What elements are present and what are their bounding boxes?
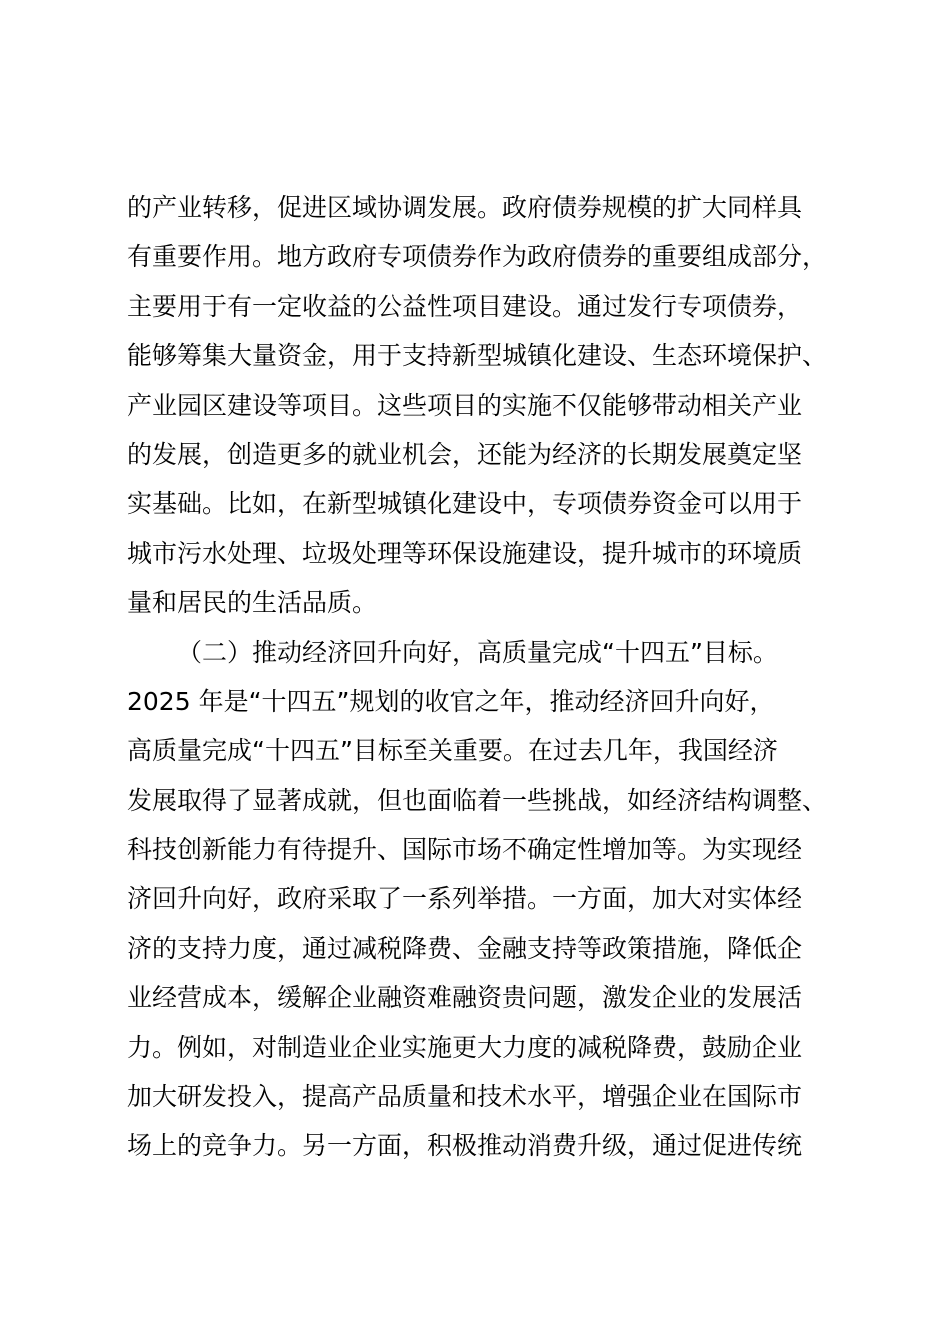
text-line: 的发展，创造更多的就业机会，还能为经济的长期发展奠定坚: [127, 439, 803, 469]
text-line: 量和居民的生活品质。: [127, 588, 378, 618]
text-line: 实基础。比如，在新型城镇化建设中，专项债券资金可以用于: [127, 489, 803, 519]
body-text: [127, 183, 837, 1171]
text-line: 业经营成本，缓解企业融资难融资贵问题，激发企业的发展活: [127, 983, 803, 1013]
text-line: 能够筹集大量资金，用于支持新型城镇化建设、生态环境保护、: [127, 341, 828, 371]
text-line: 场上的竞争力。另一方面，积极推动消费升级，通过促进传统: [127, 1131, 803, 1161]
text-line: 济的支持力度，通过减税降费、金融支持等政策措施，降低企: [127, 933, 803, 963]
section-heading-line: （二）推动经济回升向好，高质量完成“十四五”目标。: [177, 637, 778, 667]
text-line: 2025 年是“十四五”规划的收官之年，推动经济回升向好，: [127, 686, 775, 716]
text-line: 力。例如，对制造业企业实施更大力度的减税降费，鼓励企业: [127, 1032, 803, 1062]
text-line: 主要用于有一定收益的公益性项目建设。通过发行专项债券，: [127, 291, 803, 321]
text-line: 济回升向好，政府采取了一系列举措。一方面，加大对实体经: [127, 884, 803, 914]
text-line: 科技创新能力有待提升、国际市场不确定性增加等。为实现经: [127, 835, 803, 865]
text-line: 的产业转移，促进区域协调发展。政府债券规模的扩大同样具: [127, 193, 803, 222]
text-line: 产业园区建设等项目。这些项目的实施不仅能够带动相关产业: [127, 390, 803, 420]
text-line: 发展取得了显著成就，但也面临着一些挑战，如经济结构调整、: [127, 785, 828, 815]
text-line: 有重要作用。地方政府专项债券作为政府债券的重要组成部分，: [127, 242, 828, 272]
text-line: 加大研发投入，提高产品质量和技术水平，增强企业在国际市: [127, 1082, 803, 1112]
text-line: 高质量完成“十四五”目标至关重要。在过去几年，我国经济: [127, 736, 778, 766]
text-line: 城市污水处理、垃圾处理等环保设施建设，提升城市的环境质: [127, 538, 803, 568]
